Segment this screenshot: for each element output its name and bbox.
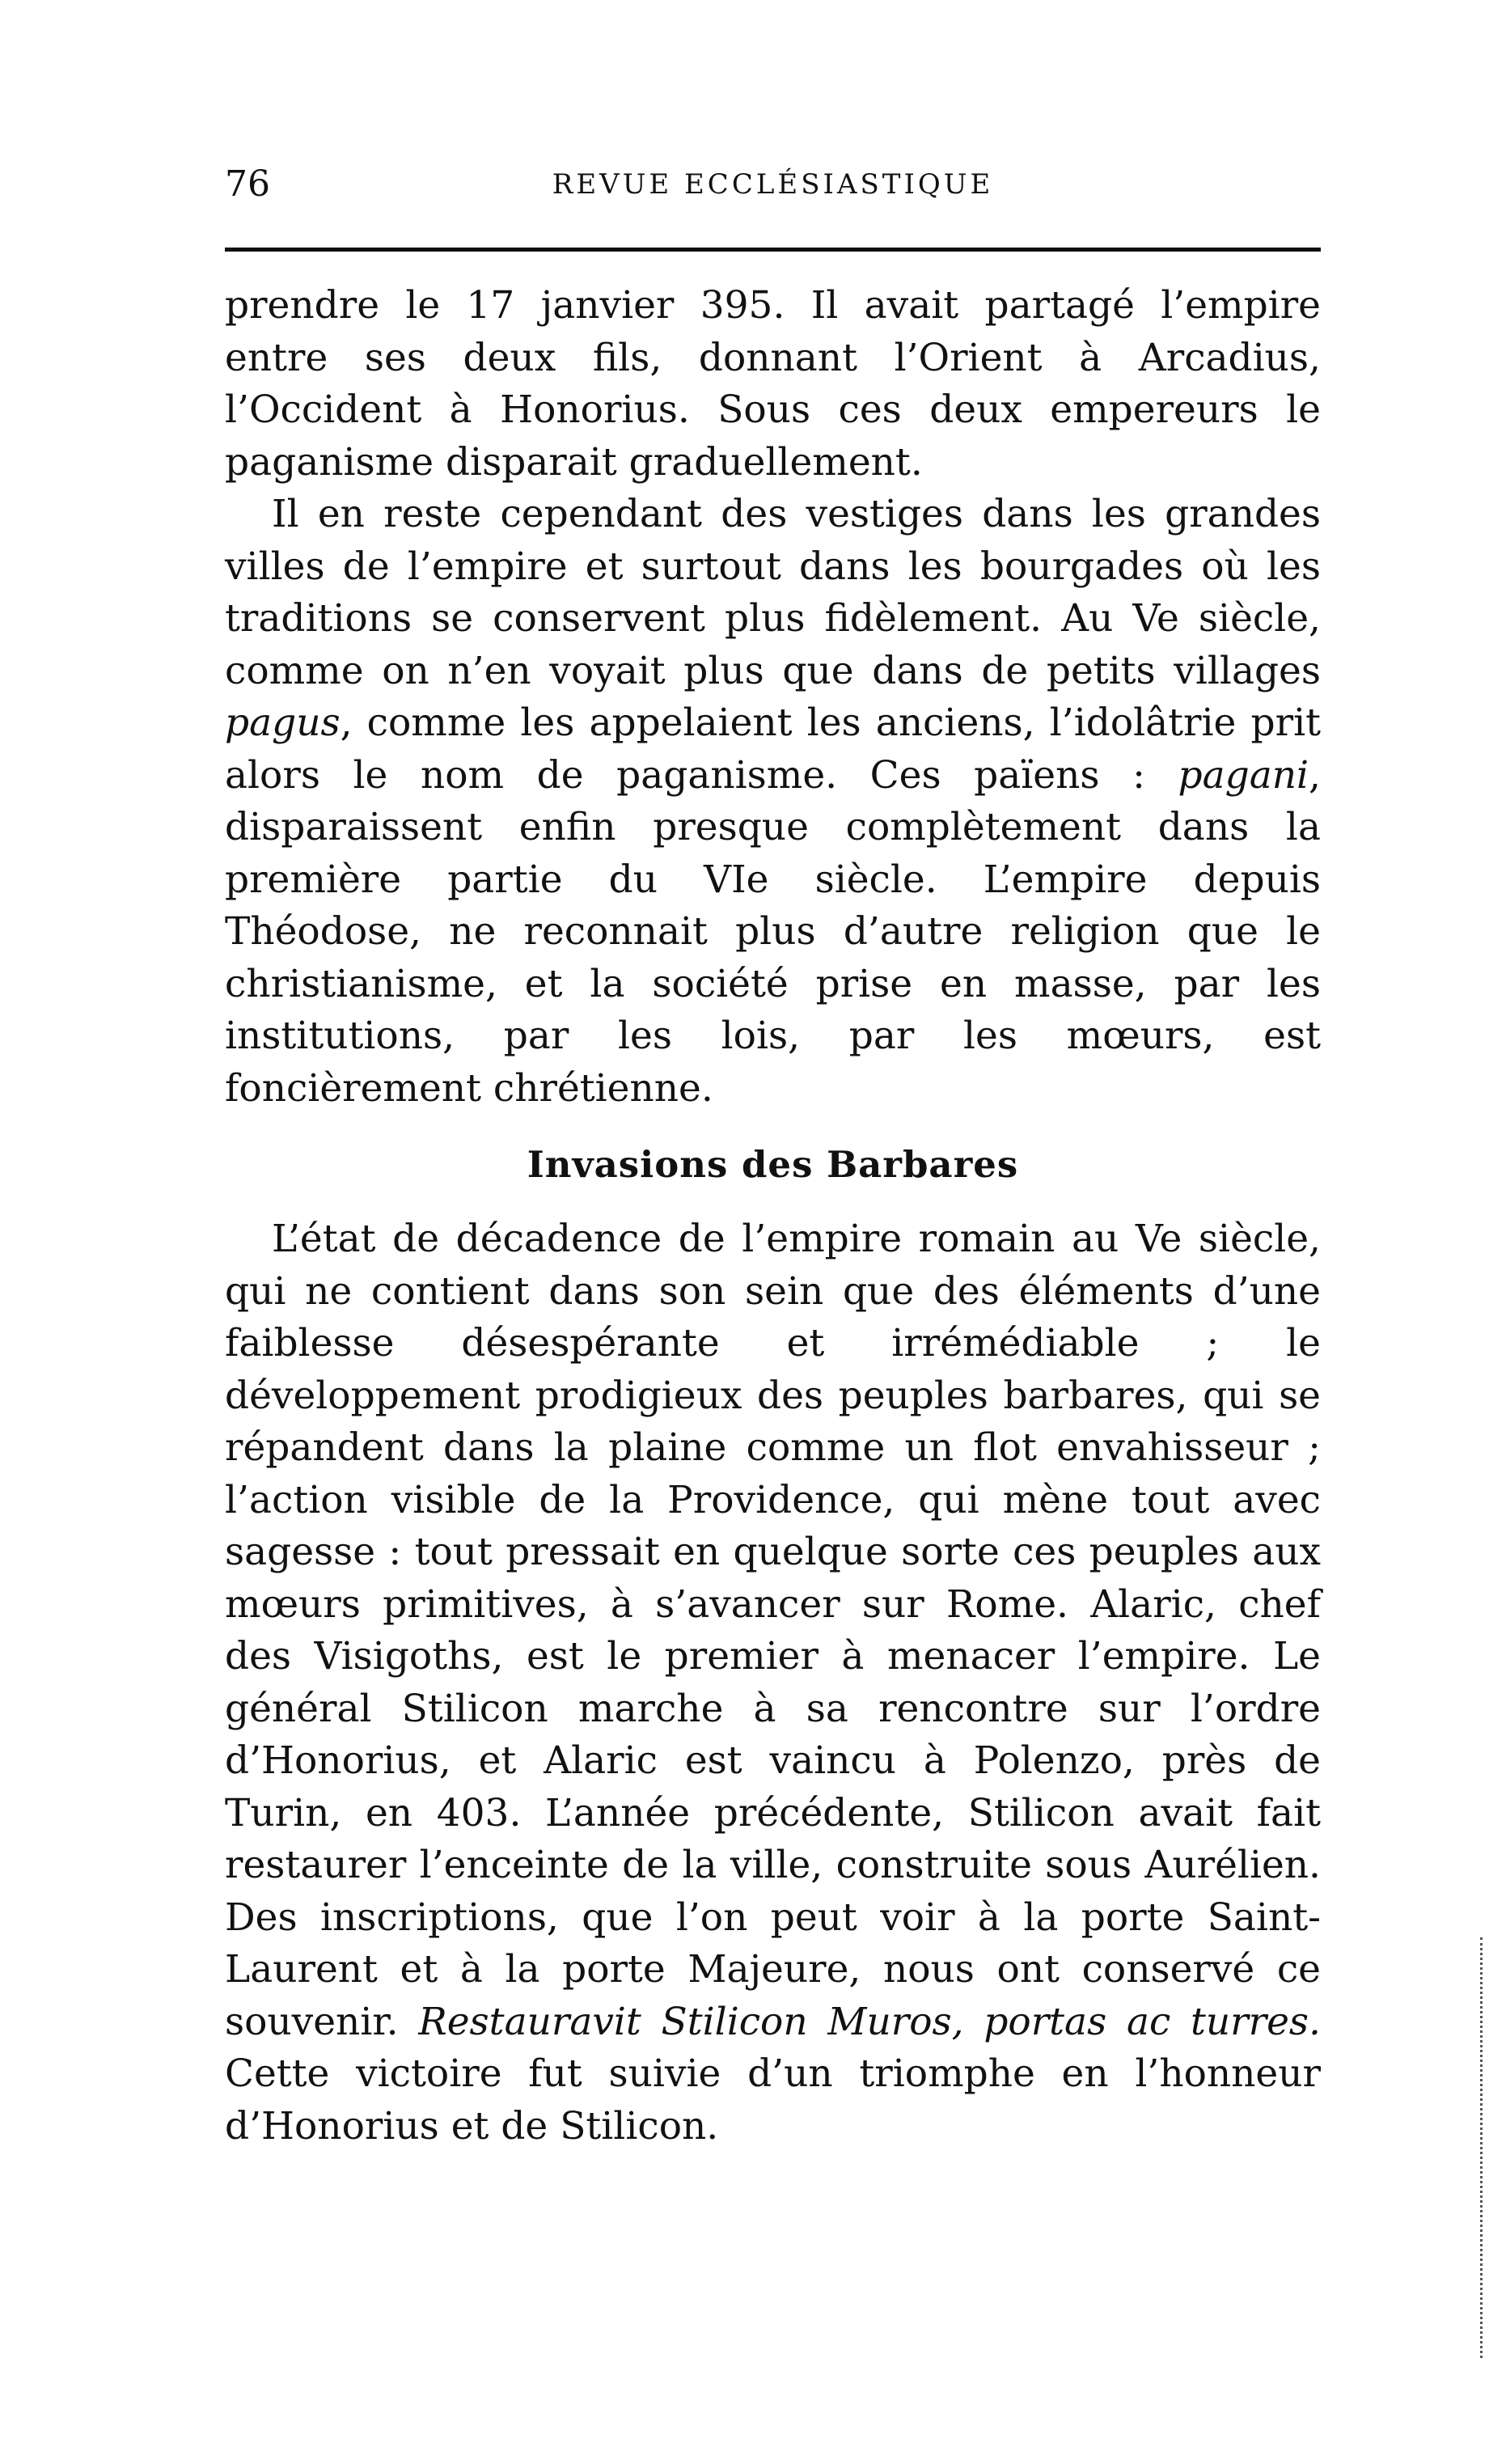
latin-pagus: pagus xyxy=(225,701,341,745)
paragraph-3-text-a: L’état de décadence de l’empire romain au Ve siècle, qui ne contient dans son sein que des éléments d’une faiblesse désespérante et irrémédiable ; le développement prodigieux des peuples barbares, qui se répandent dans la plaine comme un flot envahisseur ; l’action visible de la Providence, qui mène tout avec sagesse : tout pressait en quelque sorte ces peuples aux mœurs primitives, à s’avancer sur Rome. Alaric, chef des Visigoths, est le premier à menacer l’empire. Le général Stilicon marche à sa rencontre sur l’ordre d’Honorius, et Alaric est vaincu à Polenzo, près de Turin, en 403. L’année précédente, Stilicon avait fait restaurer l’enceinte de la ville, construite sous Aurélien. Des inscriptions, que l’on peut voir à la porte Saint-Laurent et à la porte Majeure, nous ont conservé ce souvenir. xyxy=(225,1217,1321,2044)
paragraph-3-text-b: Cette victoire fut suivie d’un triomphe en l’honneur d’Honorius et de Stilicon. xyxy=(225,2051,1321,2149)
paragraph-2-text-a: Il en reste cependant des vestiges dans les grandes villes de l’empire et surtout dans les bourgades où les traditions se conservent plus fidèlement. Au Ve siècle, comme on n’en voyait plus que dans de petits villages xyxy=(225,492,1321,693)
paragraph-3 xyxy=(225,1213,1321,2153)
latin-inscription: Restauravit Stilicon Muros, portas ac turres. xyxy=(418,1999,1321,2044)
margin-edge-marks xyxy=(1480,1937,1486,2358)
running-title: REVUE ECCLÉSIASTIQUE xyxy=(552,168,994,201)
header-rule xyxy=(225,248,1321,252)
page-header xyxy=(225,160,1321,209)
paragraph-1 xyxy=(225,280,1321,489)
paragraph-1-text: prendre le 17 janvier 395. Il avait partagé l’empire entre ses deux fils, donnant l’Orient à Arcadius, l’Occident à Honorius. Sous ces deux empereurs le paganisme disparait graduellement. xyxy=(225,283,1321,485)
page-number: 76 xyxy=(225,163,270,205)
body-text xyxy=(225,280,1321,2153)
paragraph-2-text-c: , disparaissent enfin presque complètement dans la première partie du VIe siècle. L’empire depuis Théodose, ne reconnait plus d’autre religion que le christianisme, et la société prise en masse, par les institutions, par les lois, par les mœurs, est foncièrement chrétienne. xyxy=(225,752,1321,1111)
paragraph-2 xyxy=(225,489,1321,1115)
paragraph-2-text-b: , comme les appelaient les anciens, l’idolâtrie prit alors le nom de paganisme. Ces païens : xyxy=(225,701,1321,798)
section-title: Invasions des Barbares xyxy=(527,1143,1019,1186)
latin-pagani: pagani xyxy=(1178,752,1309,798)
